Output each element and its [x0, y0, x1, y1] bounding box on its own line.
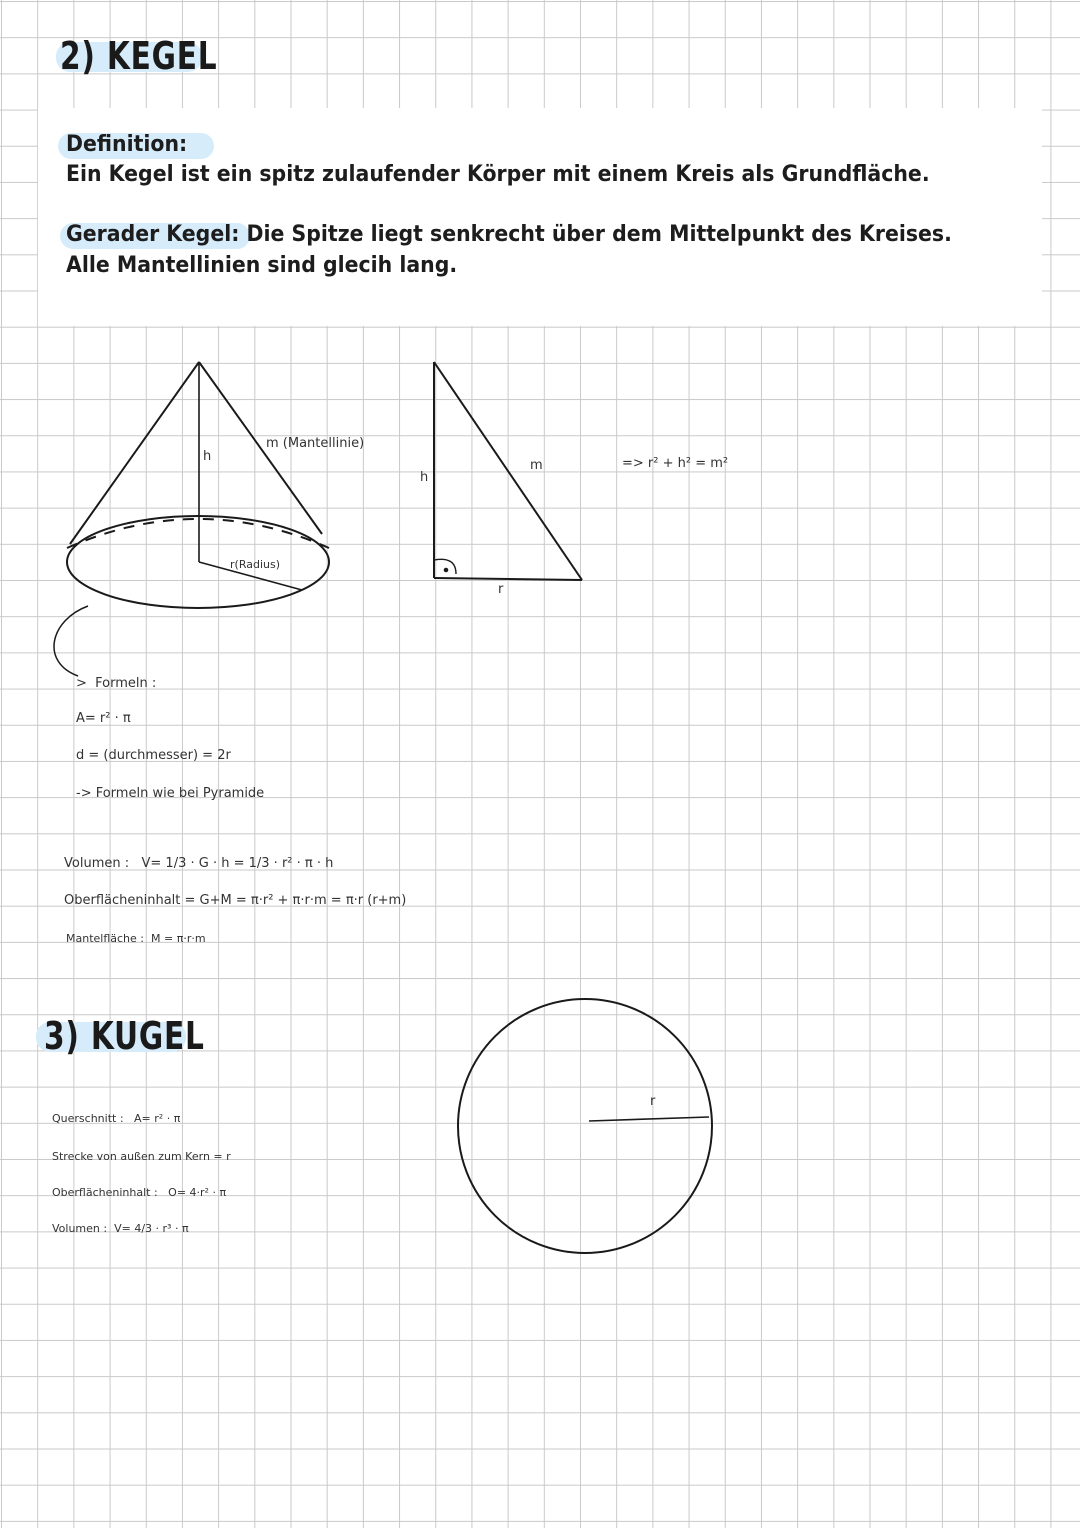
querschnitt-row — [52, 1112, 180, 1125]
mantel-row — [66, 932, 206, 945]
triangle-label-m: m — [530, 458, 543, 473]
formeln-label — [76, 676, 156, 691]
formula-area: A= r² · π — [76, 711, 131, 726]
sphere-radius — [589, 1117, 709, 1121]
querschnitt-formula: A= r² · π — [134, 1112, 181, 1125]
triangle-diagram — [434, 362, 582, 580]
formula-reference: -> Formeln wie bei Pyramide — [76, 786, 265, 801]
definition-text: Ein Kegel ist ein spitz zulaufender Körper mit einem Kreis als Grundfläche. — [66, 162, 930, 187]
arrow-curve — [54, 606, 88, 676]
formeln-label-text: Formeln : — [95, 676, 157, 691]
oberflaeche-row — [64, 893, 406, 908]
querschnitt-label: Querschnitt : — [52, 1112, 124, 1125]
kugel-oberflaeche-label: Oberflächeninhalt : — [52, 1186, 158, 1199]
gerader-kegel-sentence: Die Spitze liegt senkrecht über dem Mittelpunkt des Kreises. — [239, 222, 952, 247]
kugel-volumen-label: Volumen : — [52, 1222, 108, 1235]
volumen-formula: V= 1/3 · G · h = 1/3 · r² · π · h — [141, 856, 334, 871]
formeln-arrow: > — [76, 676, 87, 691]
definition-label: Definition: — [66, 132, 188, 157]
cone-label-m: m (Mantellinie) — [266, 436, 365, 451]
sphere-diagram — [458, 999, 712, 1253]
cone-label-h: h — [203, 449, 212, 464]
triangle-base — [434, 578, 582, 580]
volumen-row — [64, 856, 333, 871]
kugel-oberflaeche-row — [52, 1186, 226, 1199]
cone-diagram — [54, 362, 329, 676]
triangle-label-h: h — [420, 470, 429, 485]
kugel-volumen-formula: V= 4/3 · r³ · π — [114, 1222, 189, 1235]
sphere-circle — [458, 999, 712, 1253]
cone-label-r: r(Radius) — [230, 558, 280, 571]
mantel-label: Mantelfläche : — [66, 932, 144, 945]
cone-base-front — [67, 516, 329, 608]
oberflaeche-label: Oberflächeninhalt = — [64, 893, 196, 908]
kugel-volumen-row — [52, 1222, 189, 1235]
section-title-kugel: 3) KUGEL — [44, 1014, 205, 1058]
oberflaeche-formula: G+M = π·r² + π·r·m = π·r (r+m) — [199, 893, 407, 908]
triangle-label-r: r — [498, 582, 504, 597]
gerader-kegel-text-2: Alle Mantellinien sind glecih lang. — [66, 253, 458, 278]
gerader-kegel-label: Gerader Kegel: — [66, 222, 240, 247]
formula-diameter: d = (durchmesser) = 2r — [76, 748, 231, 763]
kugel-oberflaeche-formula: O= 4·r² · π — [168, 1186, 227, 1199]
triangle-hypotenuse — [434, 362, 582, 580]
section-title-kegel: 2) KEGEL — [60, 34, 218, 78]
sphere-label-r: r — [650, 1094, 656, 1109]
mantel-formula: M = π·r·m — [151, 932, 206, 945]
strecke-row: Strecke von außen zum Kern = r — [52, 1150, 231, 1163]
pythagoras-formula: => r² + h² = m² — [622, 456, 729, 471]
cone-base-back-dashed — [67, 519, 329, 548]
volumen-label: Volumen : — [64, 856, 130, 871]
right-angle-dot — [445, 569, 448, 572]
